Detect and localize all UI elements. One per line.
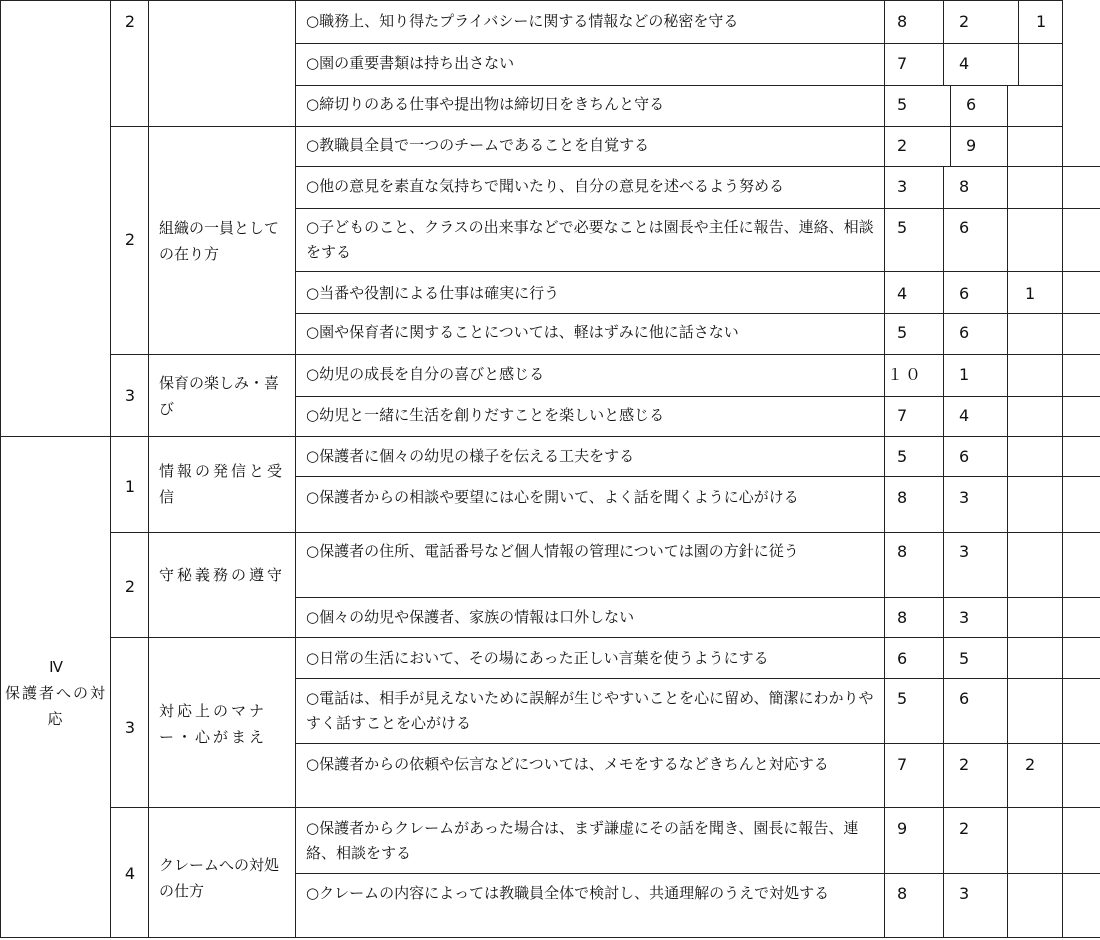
section-number: 2 xyxy=(124,577,136,596)
count-b: 9 xyxy=(966,136,977,155)
table-row-item: ○保護者からの相談や要望には心を開いて、よく話を聞くように心がける xyxy=(306,488,799,506)
count-a: 8 xyxy=(897,488,908,507)
count-c: 2 xyxy=(1025,755,1036,774)
count-a: 5 xyxy=(897,447,908,466)
count-a: 7 xyxy=(897,406,908,425)
count-a: 8 xyxy=(897,884,908,903)
count-a: 2 xyxy=(897,136,908,155)
count-b: 8 xyxy=(959,177,970,196)
count-c: 1 xyxy=(1025,284,1036,303)
table-row-item: ○保護者からクレームがあった場合は、まず謙虚にその話を聞き、園長に報告、連絡、相談をする xyxy=(306,819,859,862)
table-row-item: ○締切りのある仕事や提出物は締切日をきちんと守る xyxy=(306,95,665,113)
section-label: クレームへの対処の仕方 xyxy=(159,856,280,900)
count-c: 1 xyxy=(1036,12,1047,31)
count-a: 8 xyxy=(897,608,908,627)
table-row-item: ○当番や役割による仕事は確実に行う xyxy=(306,284,560,302)
section-label: 情報の発信と受信 xyxy=(159,462,286,506)
count-b: 4 xyxy=(959,54,970,73)
category-numeral: Ⅳ xyxy=(49,658,63,676)
count-b: 6 xyxy=(959,447,970,466)
table-row-item: ○園や保育者に関することについては、軽はずみに他に話さない xyxy=(306,323,739,341)
count-b: 6 xyxy=(966,95,977,114)
table-row-item: ○保護者に個々の幼児の様子を伝える工夫をする xyxy=(306,447,635,465)
count-a: 8 xyxy=(897,542,908,561)
table-row-item: ○子どものこと、クラスの出来事などで必要なことは園長や主任に報告、連絡、相談をする xyxy=(306,218,874,261)
table-row-item: ○保護者からの依頼や伝言などについては、メモをするなどきちんと対応する xyxy=(306,755,829,773)
count-a: 5 xyxy=(897,95,908,114)
count-a: １０ xyxy=(887,365,924,384)
count-b: 2 xyxy=(959,819,970,838)
count-a: 5 xyxy=(897,689,908,708)
table-row-item: ○保護者の住所、電話番号など個人情報の管理については園の方針に従う xyxy=(306,542,799,560)
count-a: 6 xyxy=(897,649,908,668)
count-a: 5 xyxy=(897,218,908,237)
section-label: 組織の一員としての在り方 xyxy=(159,219,280,263)
section-number: 3 xyxy=(124,386,136,405)
table-row-item: ○幼児と一緒に生活を創りだすことを楽しいと感じる xyxy=(306,406,665,424)
table-row-item: ○教職員全員で一つのチームであることを自覚する xyxy=(306,136,650,154)
count-b: 6 xyxy=(959,218,970,237)
count-b: 2 xyxy=(959,755,970,774)
count-b: 6 xyxy=(959,689,970,708)
section-label: 対応上のマナー・心がまえ xyxy=(159,702,268,746)
section-number: 3 xyxy=(124,718,136,737)
count-a: 7 xyxy=(897,54,908,73)
count-b: 5 xyxy=(959,649,970,668)
count-b: 4 xyxy=(959,406,970,425)
table-row-item: ○クレームの内容によっては教職員全体で検討し、共通理解のうえで対処する xyxy=(306,884,830,902)
section-label: 保育の楽しみ・喜び xyxy=(159,374,280,418)
section-number: 2 xyxy=(124,230,136,249)
table-row-item: ○個々の幼児や保護者、家族の情報は口外しない xyxy=(306,608,635,626)
table-row-item: ○電話は、相手が見えないために誤解が生じやすいことを心に留め、簡潔にわかりやすく話すことを心がける xyxy=(306,689,874,732)
count-a: 7 xyxy=(897,755,908,774)
table-row-item: ○日常の生活において、その場にあった正しい言葉を使うようにする xyxy=(306,649,769,667)
count-a: 9 xyxy=(897,819,908,838)
count-a: 5 xyxy=(897,323,908,342)
count-b: 6 xyxy=(959,323,970,342)
count-b: 6 xyxy=(959,284,970,303)
table-row-item: ○職務上、知り得たプライバシーに関する情報などの秘密を守る xyxy=(306,12,739,30)
table-row-item: ○幼児の成長を自分の喜びと感じる xyxy=(306,365,545,383)
count-a: 8 xyxy=(897,12,908,31)
section-number: 1 xyxy=(124,477,136,496)
section-number: 2 xyxy=(124,12,136,31)
count-b: 3 xyxy=(959,542,970,561)
table-row-item: ○園の重要書類は持ち出さない xyxy=(306,54,515,72)
count-b: 3 xyxy=(959,608,970,627)
section-number: 4 xyxy=(124,864,136,883)
count-b: 3 xyxy=(959,884,970,903)
count-b: 2 xyxy=(959,12,970,31)
table-row-item: ○他の意見を素直な気持ちで聞いたり、自分の意見を述べるよう努める xyxy=(306,177,784,195)
section-label: 守秘義務の遵守 xyxy=(159,566,286,584)
category-label: 保護者への対応 xyxy=(4,684,107,728)
count-a: 3 xyxy=(897,177,908,196)
count-b: 3 xyxy=(959,488,970,507)
count-a: 4 xyxy=(897,284,908,303)
count-b: 1 xyxy=(959,365,970,384)
